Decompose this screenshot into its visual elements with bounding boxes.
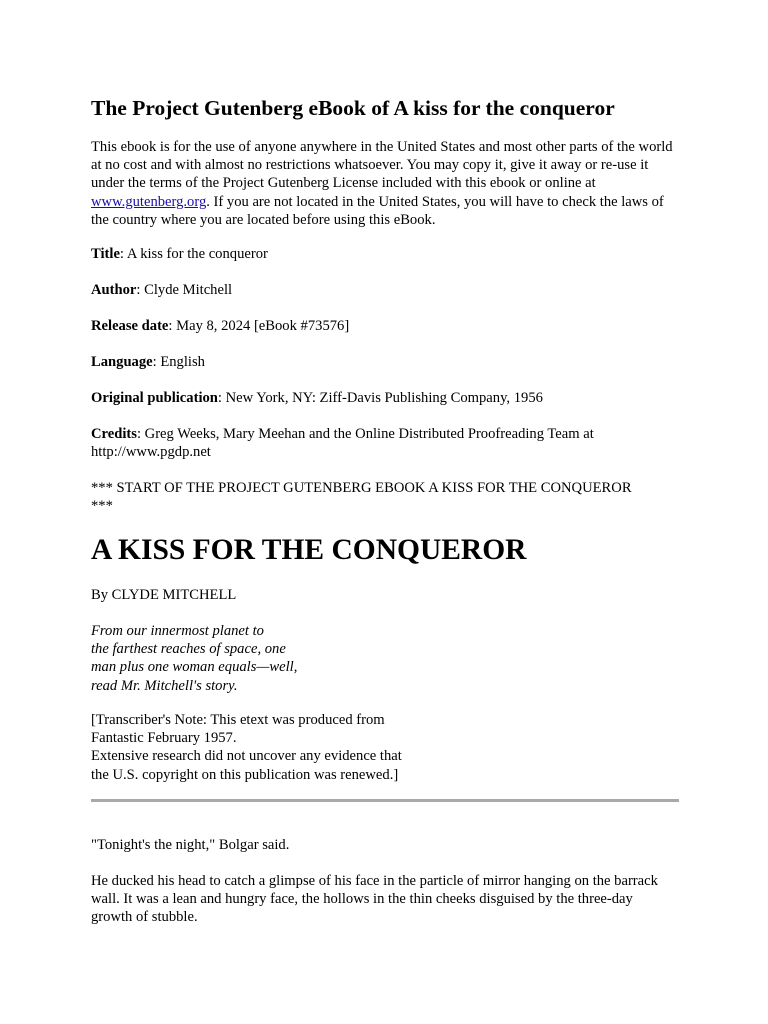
license-text-after: . If you are not located in the United States, you will have to check the laws of the country where you are located before using this eBook.	[91, 193, 664, 228]
transcriber-note-line: [Transcriber's Note: This etext was produced from	[91, 712, 385, 728]
page-title: The Project Gutenberg eBook of A kiss for the conqueror	[91, 96, 615, 120]
gutenberg-link[interactable]: www.gutenberg.org	[91, 193, 207, 210]
transcriber-note-line: the U.S. copyright on this publication was renewed.]	[91, 766, 399, 783]
meta-release-label: Release date	[91, 318, 169, 334]
story-paragraph-1: "Tonight's the night," Bolgar said.	[91, 837, 290, 853]
license-paragraph	[91, 138, 681, 229]
meta-language-label: Language	[91, 354, 153, 370]
epigraph-line: man plus one woman equals—well,	[91, 659, 298, 676]
meta-credits	[91, 425, 594, 461]
start-marker-line-2: ***	[91, 498, 113, 515]
license-text-before: This ebook is for the use of anyone anywhere in the United States and most other parts of the world at no cost and with almost no restrictions whatsoever. You may copy it, give it away or re-use it under the terms of the Project Gutenberg License included with this ebook or online at	[91, 139, 673, 192]
meta-language-value: : English	[152, 354, 205, 370]
start-marker	[91, 479, 632, 515]
epigraph-line: read Mr. Mitchell's story.	[91, 677, 238, 694]
transcriber-note	[91, 711, 402, 784]
epigraph-line: From our innermost planet to	[91, 623, 264, 639]
meta-original-publication	[91, 389, 543, 407]
meta-credits-value-1: : Greg Weeks, Mary Meehan and the Online Distributed Proofreading Team at	[136, 426, 594, 442]
meta-language	[91, 353, 205, 371]
meta-title-label: Title	[91, 246, 120, 262]
meta-credits-value-2: http://www.pgdp.net	[91, 444, 211, 461]
meta-origpub-label: Original publication	[91, 390, 218, 406]
meta-origpub-value: : New York, NY: Ziff-Davis Publishing Company, 1956	[217, 390, 543, 406]
transcriber-note-line: Fantastic February 1957.	[91, 730, 237, 747]
story-line: wall. It was a lean and hungry face, the hollows in the thin cheeks disguised by the three-day	[91, 891, 633, 908]
meta-title	[91, 245, 268, 263]
meta-credits-label: Credits	[91, 426, 137, 442]
epigraph-line: the farthest reaches of space, one	[91, 641, 286, 658]
story-line: growth of stubble.	[91, 909, 198, 926]
start-marker-line-1: *** START OF THE PROJECT GUTENBERG EBOOK A KISS FOR THE CONQUEROR	[91, 480, 632, 496]
story-paragraph-2	[91, 872, 658, 927]
meta-author-label: Author	[91, 282, 137, 298]
byline: By CLYDE MITCHELL	[91, 587, 237, 603]
meta-release-date	[91, 317, 349, 335]
transcriber-note-line: Extensive research did not uncover any evidence that	[91, 748, 402, 765]
meta-release-value: : May 8, 2024 [eBook #73576]	[168, 318, 350, 334]
meta-author-value: : Clyde Mitchell	[136, 282, 233, 298]
meta-title-value: : A kiss for the conqueror	[119, 246, 268, 262]
book-title: A KISS FOR THE CONQUEROR	[91, 534, 527, 566]
meta-author	[91, 281, 232, 299]
section-divider	[91, 799, 679, 802]
epigraph	[91, 622, 297, 695]
story-line: He ducked his head to catch a glimpse of his face in the particle of mirror hanging on the barrack	[91, 873, 658, 889]
